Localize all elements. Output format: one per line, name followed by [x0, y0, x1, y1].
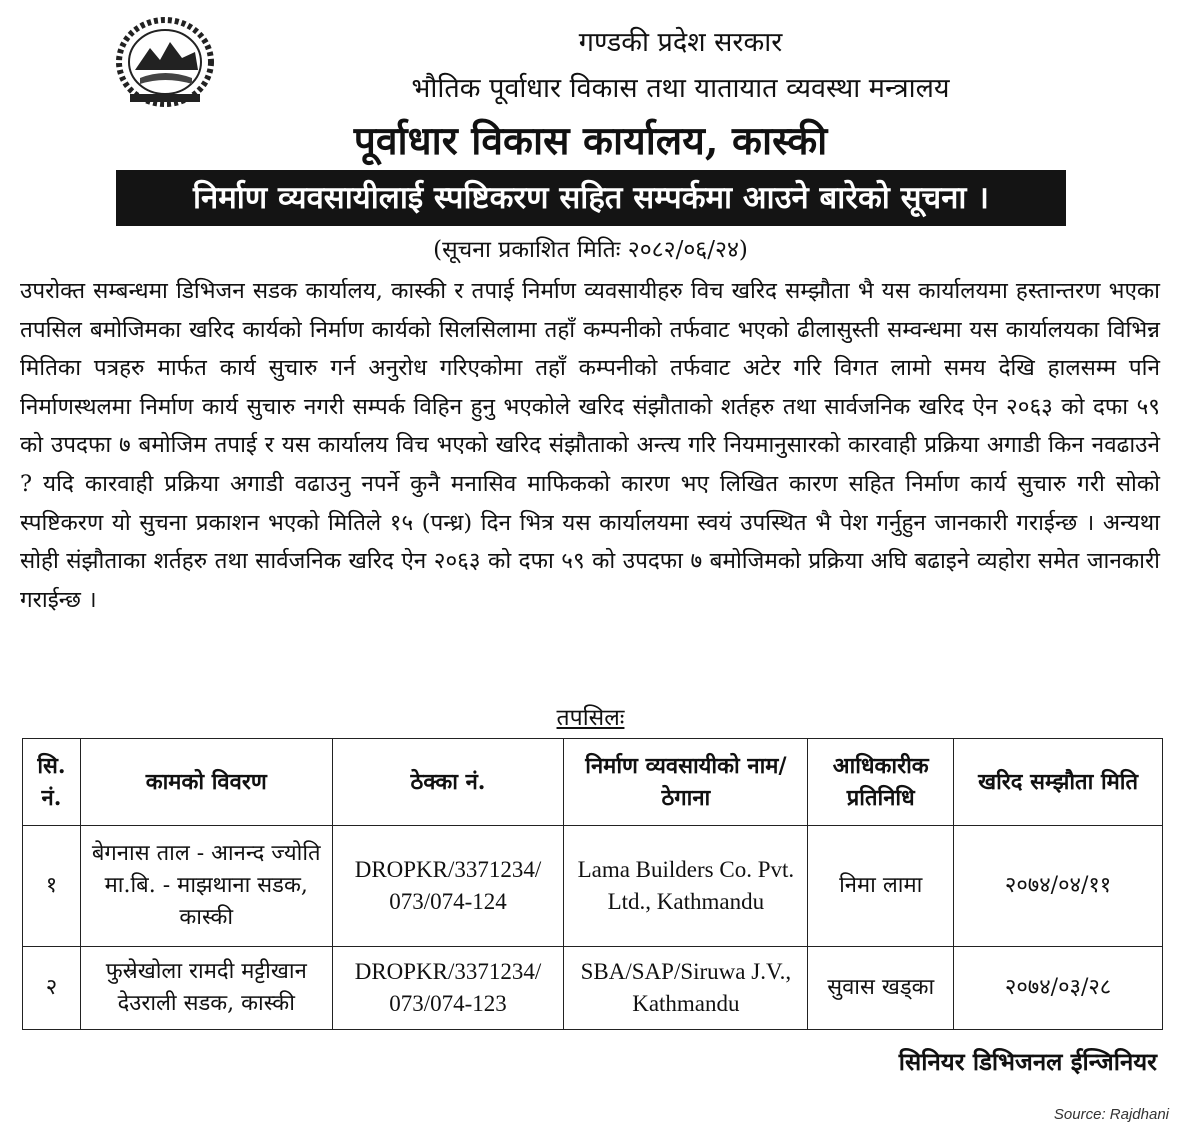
cell-contract: DROPKR/3371234/ 073/074-124	[332, 826, 564, 947]
col-contractor: निर्माण व्यवसायीको नाम/ठेगाना	[564, 739, 808, 826]
cell-contractor: SBA/SAP/Siruwa J.V., Kathmandu	[564, 947, 808, 1030]
ministry-name: भौतिक पूर्वाधार विकास तथा यातायात व्यवस्था मन्त्रालय	[411, 73, 950, 104]
cell-work: फुस्रेखोला रामदी मट्टीखान देउराली सडक, कास्की	[80, 947, 332, 1030]
col-work: कामको विवरण	[80, 739, 332, 826]
col-date: खरिद सम्झौता मिति	[954, 739, 1163, 826]
source-credit: Source: Rajdhani	[1053, 1106, 1169, 1123]
office-name: पूर्वाधार विकास कार्यालय, कास्की	[353, 118, 828, 164]
government-name: गण्डकी प्रदेश सरकार	[578, 27, 783, 58]
schedule-label: तपसिलः	[556, 705, 625, 731]
cell-contractor: Lama Builders Co. Pvt. Ltd., Kathmandu	[564, 826, 808, 947]
cell-sn: २	[23, 947, 81, 1030]
cell-date: २०७४/०४/११	[954, 826, 1163, 947]
table-header-row	[23, 739, 1163, 826]
col-contract: ठेक्का नं.	[332, 739, 564, 826]
cell-work: बेगनास ताल - आनन्द ज्योति मा.बि. - माझथाना सडक, कास्की	[80, 826, 332, 947]
table-row	[23, 826, 1163, 947]
notice-body: उपरोक्त सम्बन्धमा डिभिजन सडक कार्यालय, कास्की र तपाई निर्माण व्यवसायीहरु विच खरिद सम्झौता भै यस कार्यालयमा हस्तान्तरण भएका तपसिल बमोजिमका खरिद कार्यको निर्माण कार्यको सिलसिलामा तहाँ कम्पनीको तर्फवाट भएको ढीलासुस्ती सम्वन्धमा यस कार्यालयका विभिन्न मितिका पत्रहरु मार्फत कार्य सुचारु गर्न अनुरोध गरिएकोमा तहाँ कम्पनीको तर्फवाट अटेर गरि विगत लामो समय देखि हालसम्म पनि निर्माणस्थलमा निर्माण कार्य सुचारु नगरी सम्पर्क विहिन हुनु भएकोले खरिद संझौताको शर्तहरु तथा सार्वजनिक खरिद ऐन २०६३ को दफा ५९ को उपदफा ७ बमोजिम तपाई र यस कार्यालय विच भएको खरिद संझौताको अन्त्य गरि नियमानुसारको कारवाही प्रक्रिया अगाडी किन नवढाउने ? यदि कारवाही प्रक्रिया अगाडी वढाउनु नपर्ने कुनै मनासिव माफिकको कारण भए लिखित कारण सहित निर्माण कार्य सुचारु गरी सोको स्पष्टिकरण यो सुचना प्रकाशन भएको मितिले १५ (पन्ध्र) दिन भित्र यस कार्यालयमा स्वयं उपस्थित भै पेश गर्नुहुन जानकारी गराईन्छ । अन्यथा सोही संझौताका शर्तहरु तथा सार्वजनिक खरिद ऐन २०६३ को दफा ५९ को उपदफा ७ बमोजिमको प्रक्रिया अघि बढाइने व्यहोरा समेत जानकारी गराईन्छ ।	[20, 278, 1160, 613]
signature: सिनियर डिभिजनल ईन्जिनियर	[898, 1047, 1157, 1076]
notice-title: निर्माण व्यवसायीलाई स्पष्टिकरण सहित सम्पर्कमा आउने बारेको सूचना ।	[116, 170, 1066, 226]
col-rep: आधिकारीक प्रतिनिधि	[808, 739, 954, 826]
cell-contract: DROPKR/3371234/ 073/074-123	[332, 947, 564, 1030]
cell-sn: १	[23, 826, 81, 947]
cell-rep: सुवास खड्का	[808, 947, 954, 1030]
publish-date: (सूचना प्रकाशित मितिः २०८२/०६/२४)	[433, 237, 748, 263]
cell-rep: निमा लामा	[808, 826, 954, 947]
schedule-table	[22, 738, 1163, 1030]
col-sn: सि. नं.	[23, 739, 81, 826]
cell-date: २०७४/०३/२८	[954, 947, 1163, 1030]
table-row	[23, 947, 1163, 1030]
